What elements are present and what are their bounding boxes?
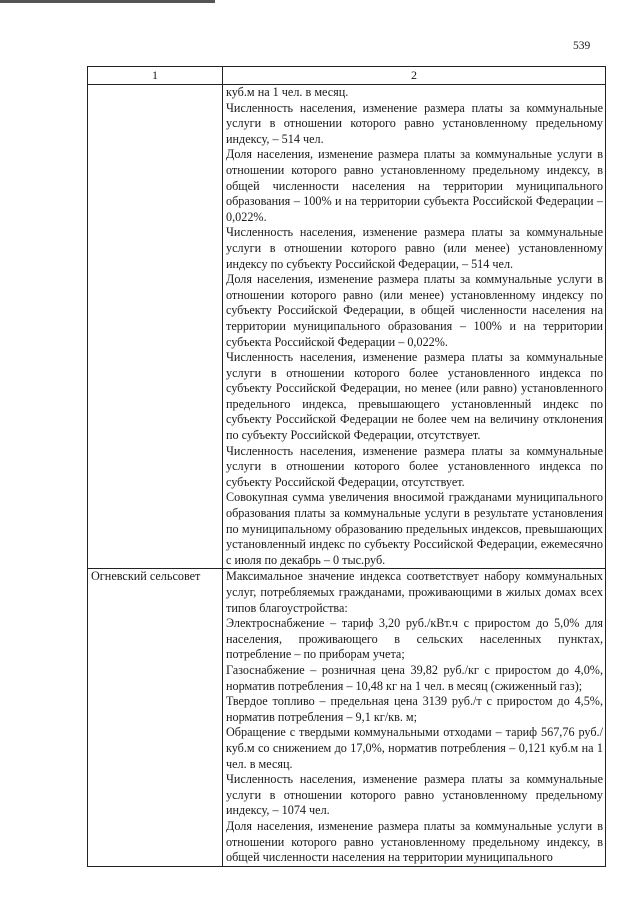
column-header-2: 2 xyxy=(223,67,606,85)
row-title xyxy=(88,85,223,569)
row-title: Огневский сельсовет xyxy=(88,569,223,866)
table-row xyxy=(88,569,606,866)
paragraph: Максимальное значение индекса соответствует набору коммунальных услуг, потребляемых гражданами, проживающими в жилых домах всех типов благоустройства: xyxy=(226,569,603,615)
paragraph: Твердое топливо – предельная цена 3139 руб./т с приростом до 4,5%, норматив потребления – 9,1 кг/кв. м; xyxy=(226,694,603,724)
paragraph: Обращение с твердыми коммунальными отходами – тариф 567,76 руб./куб.м со снижением до 17,0%, норматив потребления – 0,121 куб.м на 1 чел. в месяц. xyxy=(226,725,603,771)
page-number: 539 xyxy=(573,40,591,52)
paragraph: Газоснабжение – розничная цена 39,82 руб./кг с приростом до 4,0%, норматив потребления – 10,48 кг на 1 чел. в месяц (сжиженный газ); xyxy=(226,662,603,693)
paragraph: Численность населения, изменение размера платы за коммунальные услуги в отношении которого равно установленному предельному индексу, – 1074 чел. xyxy=(226,772,603,818)
paragraph: Численность населения, изменение размера платы за коммунальные услуги в отношении которого более установленного индекса по субъекту Российской Федерации, но менее (или равно) установленного предельного индекса, превышающего установленный индекс по субъекту Российской Федерации не более чем на величину отклонения по субъекту Российской Федерации, отсутствует. xyxy=(226,350,603,443)
paragraph: Численность населения, изменение размера платы за коммунальные услуги в отношении которого равно (или менее) установленному индексу по субъекту Российской Федерации, – 514 чел. xyxy=(226,225,603,271)
paragraph: Численность населения, изменение размера платы за коммунальные услуги в отношении которого более установленного индекса по субъекту Российской Федерации, отсутствует. xyxy=(226,443,603,489)
paragraph: Доля населения, изменение размера платы за коммунальные услуги в отношении которого равно установленному предельному индексу, в общей численности населения на территории муниципального xyxy=(226,818,603,865)
table-header-row xyxy=(88,67,606,85)
column-header-1: 1 xyxy=(88,67,223,85)
document-table xyxy=(87,66,606,867)
paragraph: Совокупная сумма увеличения вносимой гражданами муниципального образования платы за коммунальные услуги в результате установления по муниципальному образованию предельных индексов, превышающих установленный индекс по субъекту Российской Федерации, ежемесячно с июля по декабрь – 0 тыс.руб. xyxy=(226,490,603,567)
paragraph: Электроснабжение – тариф 3,20 руб./кВт.ч с приростом до 5,0% для населения, проживающего в сельских населенных пунктах, потребление – по приборам учета; xyxy=(226,616,603,662)
table-row xyxy=(88,85,606,569)
paragraph: куб.м на 1 чел. в месяц. xyxy=(226,85,349,99)
scan-edge-mark xyxy=(0,0,215,3)
row-content xyxy=(223,569,606,866)
paragraph: Доля населения, изменение размера платы за коммунальные услуги в отношении которого равно установленному предельному индексу, в общей численности населения на территории муниципального образования – 100% и на территории субъекта Российской Федерации – 0,022%. xyxy=(226,147,603,224)
row-content xyxy=(223,85,606,569)
paragraph: Доля населения, изменение размера платы за коммунальные услуги в отношении которого равно (или менее) установленному индексу по субъекту Российской Федерации, в общей численности населения на территории муниципального образования – 100% и на территории субъекта Российской Федерации – 0,022%. xyxy=(226,272,603,349)
paragraph: Численность населения, изменение размера платы за коммунальные услуги в отношении которого равно установленному предельному индексу, – 514 чел. xyxy=(226,100,603,146)
